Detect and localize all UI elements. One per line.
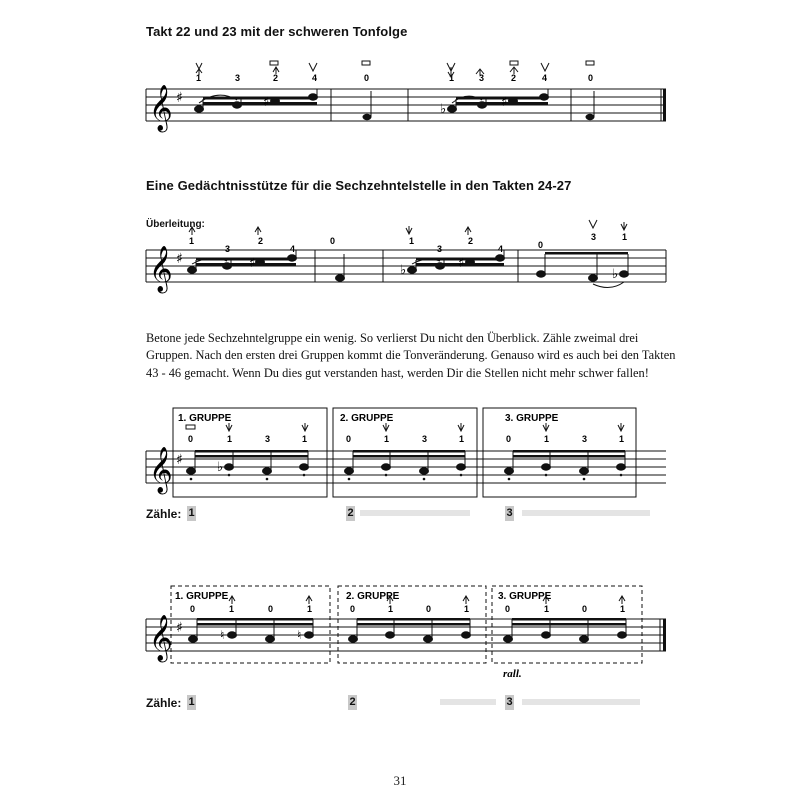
svg-text:1: 1: [196, 73, 202, 83]
svg-text:1: 1: [619, 434, 625, 444]
svg-text:2: 2: [273, 73, 279, 83]
svg-text:♯: ♯: [176, 90, 183, 106]
count-number: 3: [506, 696, 513, 708]
ueberleitung-label: Überleitung:: [146, 219, 205, 230]
count-number: 2: [347, 507, 354, 519]
svg-text:1: 1: [189, 236, 195, 246]
page-number: 31: [393, 773, 407, 788]
treble-clef-icon: 𝄞: [149, 85, 173, 131]
svg-text:0: 0: [350, 604, 356, 614]
svg-text:♯: ♯: [501, 95, 508, 110]
svg-text:1: 1: [409, 236, 415, 246]
treble-clef-icon: 𝄞: [149, 246, 173, 292]
music-staff-takt-22-23: [0, 55, 800, 195]
heading-takt-22-23: Takt 22 und 23 mit der schweren Tonfolge: [146, 24, 408, 39]
svg-text:0: 0: [364, 73, 370, 83]
svg-text:1: 1: [229, 604, 235, 614]
svg-text:3: 3: [582, 434, 588, 444]
svg-text:2: 2: [468, 236, 474, 246]
svg-text:0: 0: [505, 604, 511, 614]
svg-text:4: 4: [498, 244, 504, 254]
svg-text:♯: ♯: [176, 620, 183, 636]
svg-text:0: 0: [330, 236, 336, 246]
svg-text:1: 1: [620, 604, 626, 614]
svg-text:2: 2: [511, 73, 517, 83]
svg-text:0: 0: [582, 604, 588, 614]
svg-text:4: 4: [542, 73, 548, 83]
svg-text:1: 1: [388, 604, 394, 614]
count-number: 1: [188, 696, 195, 708]
group-label: 1. GRUPPE: [178, 413, 232, 424]
group-label: 2. GRUPPE: [340, 413, 394, 424]
svg-text:3: 3: [591, 232, 597, 242]
svg-text:♯: ♯: [249, 256, 256, 271]
faint-band: [440, 699, 496, 705]
svg-text:1: 1: [464, 604, 470, 614]
heading-gedaechtnisstuetze: Eine Gedächtnisstütze für die Sechzehntelstelle in den Takten 24-27: [146, 178, 572, 193]
svg-text:♭: ♭: [217, 460, 224, 475]
svg-text:0: 0: [506, 434, 512, 444]
svg-text:0: 0: [346, 434, 352, 444]
svg-text:♭: ♭: [440, 102, 447, 117]
svg-text:0: 0: [188, 434, 194, 444]
group-label: 3. GRUPPE: [498, 591, 552, 602]
svg-text:0: 0: [268, 604, 274, 614]
count-number: 3: [506, 507, 513, 519]
music-staff-exercise-1: [0, 405, 800, 505]
count-label: Zähle:: [146, 696, 182, 710]
count-label: Zähle:: [146, 507, 182, 521]
svg-text:3: 3: [437, 244, 443, 254]
svg-text:♯: ♯: [458, 256, 465, 271]
svg-text:1: 1: [459, 434, 465, 444]
svg-text:0: 0: [190, 604, 196, 614]
svg-text:1: 1: [307, 604, 313, 614]
paragraph-line: Gruppen. Nach den ersten drei Gruppen kommt die Tonveränderung. Genauso wird es auch bei den Takten: [146, 348, 676, 363]
svg-text:1: 1: [622, 232, 628, 242]
svg-text:1: 1: [384, 434, 390, 444]
count-number: 1: [188, 507, 195, 519]
treble-clef-icon: 𝄞: [149, 447, 173, 493]
svg-text:3: 3: [265, 434, 271, 444]
group-label: 1. GRUPPE: [175, 591, 229, 602]
paragraph-line: 43 - 46 gemacht. Wenn Du dies gut verstanden hast, werden Dir die Stellen nicht mehr schwer fallen!: [146, 365, 649, 380]
svg-text:0: 0: [426, 604, 432, 614]
svg-text:4: 4: [312, 73, 318, 83]
svg-text:1: 1: [544, 434, 550, 444]
svg-text:♮: ♮: [297, 628, 302, 642]
music-staff-exercise-2: [0, 583, 800, 693]
svg-text:♯: ♯: [263, 95, 270, 110]
svg-text:3: 3: [235, 73, 241, 83]
svg-text:1: 1: [544, 604, 550, 614]
svg-text:1: 1: [449, 73, 455, 83]
music-staff-ueberleitung: [0, 228, 800, 308]
svg-text:1: 1: [302, 434, 308, 444]
svg-text:3: 3: [479, 73, 485, 83]
faint-band: [522, 510, 650, 516]
svg-text:3: 3: [422, 434, 428, 444]
svg-text:3: 3: [225, 244, 231, 254]
svg-text:♯: ♯: [176, 251, 183, 267]
faint-band: [360, 510, 470, 516]
svg-text:1: 1: [227, 434, 233, 444]
treble-clef-icon: 𝄞: [149, 615, 173, 661]
faint-band: [522, 699, 640, 705]
svg-text:♯: ♯: [176, 452, 183, 468]
tempo-marking: rall.: [503, 668, 522, 680]
group-label: 2. GRUPPE: [346, 591, 400, 602]
svg-text:4: 4: [290, 244, 296, 254]
svg-text:2: 2: [258, 236, 264, 246]
instruction-paragraph: [146, 330, 676, 382]
svg-text:♮: ♮: [220, 628, 225, 642]
svg-text:♭: ♭: [400, 263, 407, 278]
svg-text:♭: ♭: [612, 267, 619, 282]
svg-text:0: 0: [588, 73, 594, 83]
group-label: 3. GRUPPE: [505, 413, 559, 424]
paragraph-line: Betone jede Sechzehntelgruppe ein wenig. So verlierst Du nicht den Überblick. Zähle zweimal drei: [146, 331, 639, 345]
svg-text:0: 0: [538, 240, 544, 250]
count-number: 2: [349, 696, 356, 708]
